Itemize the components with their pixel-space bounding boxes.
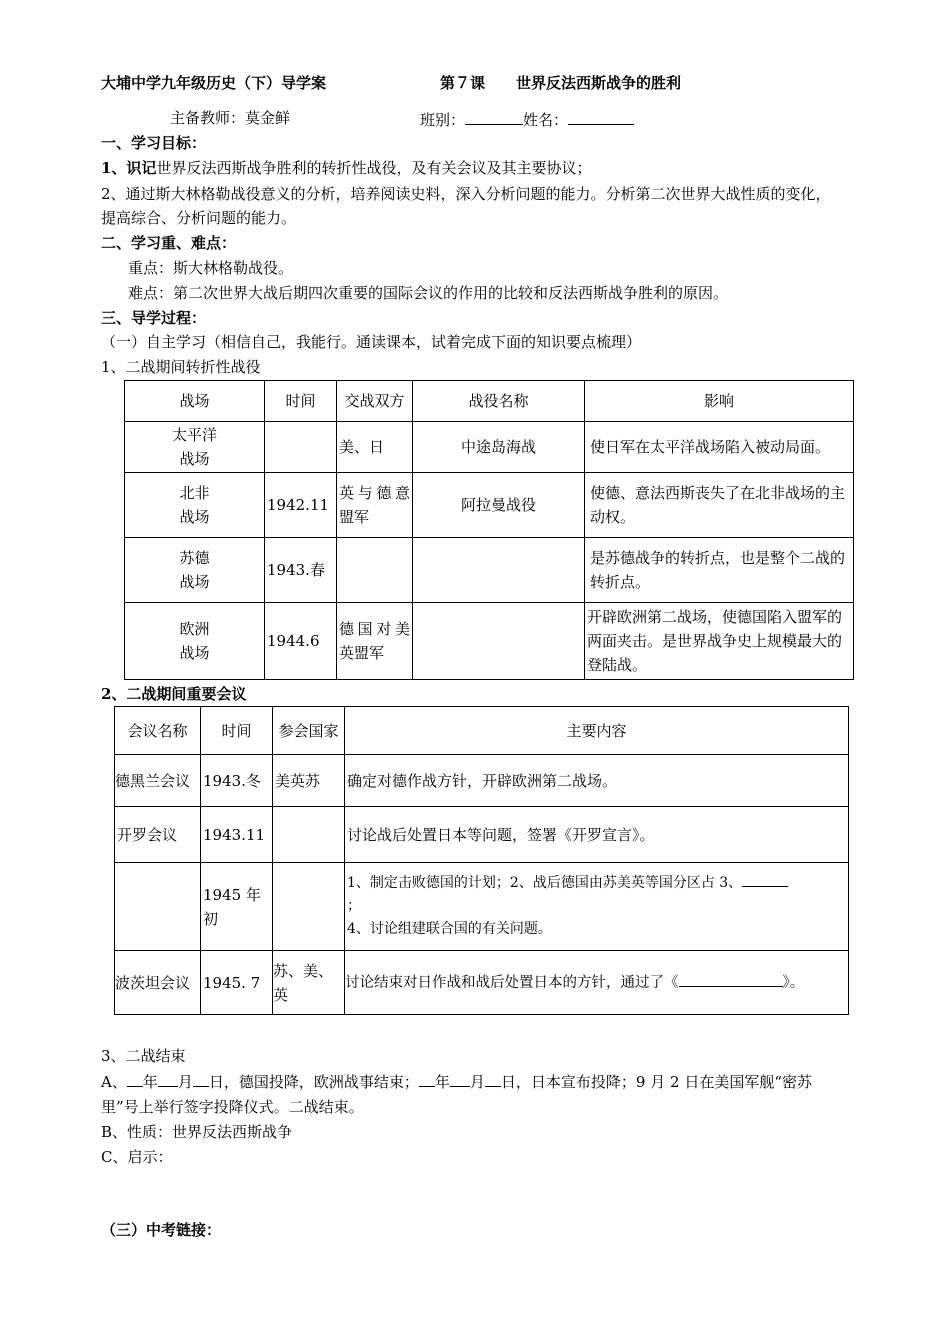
difficult-point: 难点：第二次世界大战后期四次重要的国际会议的作用的比较和反法西斯战争胜利的原因。	[128, 284, 729, 302]
battle-time-cell: 1944.6	[265, 603, 337, 680]
goal-item-1-bold: 1、识记	[101, 159, 157, 177]
school-title: 大埔中学九年级历史（下）导学案	[101, 74, 327, 92]
conf-countries-cell[interactable]	[273, 807, 345, 863]
table-row	[115, 863, 849, 951]
self-study-intro: （一）自主学习（相信自己，我能行。通读课本，试着完成下面的知识要点梳理）	[101, 333, 642, 351]
battle-field-cell: 苏德 战场	[125, 538, 265, 603]
goal-item-2-line-1: 2、通过斯大林格勒战役意义的分析，培养阅读史料，深入分析问题的能力。分析第二次世界大战性质的变化，	[101, 185, 831, 203]
class-name-row	[420, 108, 634, 130]
battle-impact-cell: 开辟欧洲第二战场，使德国陷入盟军的两面夹击。是世界战争史上规模最大的登陆战。	[585, 603, 854, 680]
table-row	[125, 603, 854, 680]
class-blank[interactable]	[465, 108, 523, 125]
date-blank[interactable]	[127, 1072, 143, 1087]
potsdam-blank[interactable]	[679, 972, 783, 987]
lesson-title: 世界反法西斯战争的胜利	[516, 74, 682, 92]
potsdam-content-a: 讨论结束对日作战和战后处置日本的方针，通过了《	[345, 974, 679, 991]
battle-time-cell[interactable]	[265, 422, 337, 473]
table-row	[125, 473, 854, 538]
lesson-number: 第７课	[440, 74, 486, 92]
goals-heading: 一、学习目标：	[101, 134, 207, 152]
date-blank[interactable]	[450, 1072, 470, 1087]
goal-item-1	[101, 158, 591, 178]
conferences-table	[114, 706, 849, 1015]
conf-countries-cell: 美英苏	[273, 755, 345, 807]
col-header-conf-time: 时间	[201, 707, 273, 755]
yalta-content-line-2: ；	[347, 898, 361, 914]
battle-name-cell[interactable]	[413, 538, 585, 603]
battle-field-cell: 太平洋 战场	[125, 422, 265, 473]
yalta-content-line-1: 1、制定击败德国的计划；2、战后德国由苏美英等国分区占 3、	[347, 875, 743, 891]
conf-time-cell: 1943.冬	[201, 755, 273, 807]
date-blank[interactable]	[158, 1072, 178, 1087]
table-row	[115, 951, 849, 1015]
battles-header-row	[125, 381, 854, 422]
battle-name-cell: 阿拉曼战役	[413, 473, 585, 538]
col-header-battle-name: 战役名称	[413, 381, 585, 422]
conf-time-cell: 1945 年初	[201, 863, 273, 951]
date-blank[interactable]	[419, 1072, 435, 1087]
key-point: 重点：斯大林格勒战役。	[128, 259, 294, 277]
battle-time-cell: 1943.春	[265, 538, 337, 603]
col-header-time: 时间	[265, 381, 337, 422]
conf-name-cell[interactable]	[115, 863, 201, 951]
battle-name-cell: 中途岛海战	[413, 422, 585, 473]
col-header-impact: 影响	[585, 381, 854, 422]
conf-name-cell: 德黑兰会议	[115, 755, 201, 807]
table-row	[115, 755, 849, 807]
conf-name-cell: 波茨坦会议	[115, 951, 201, 1015]
col-header-content: 主要内容	[345, 707, 849, 755]
name-blank[interactable]	[568, 108, 634, 125]
goal-item-2-line-2: 提高综合、分析问题的能力。	[101, 209, 297, 227]
potsdam-content-b: 》。	[782, 974, 805, 991]
battle-field-cell: 欧洲 战场	[125, 603, 265, 680]
conf-content-cell: 确定对德作战方针，开辟欧洲第二战场。	[345, 755, 849, 807]
keypoints-heading: 二、学习重、难点：	[101, 234, 237, 252]
war-end-line-a: A、 年 月 日，德国投降，欧洲战事结束； 年 月 日，日本宣布投降；9 月 2 日在美国军舰“密苏	[101, 1073, 812, 1091]
col-header-field: 战场	[125, 381, 265, 422]
conf-name-cell: 开罗会议	[115, 807, 201, 863]
table-row	[125, 538, 854, 603]
conf-time-cell: 1943.11	[201, 807, 273, 863]
conferences-header-row	[115, 707, 849, 755]
battle-impact-cell: 使日军在太平洋战场陷入被动局面。	[585, 422, 854, 473]
date-blank[interactable]	[193, 1072, 209, 1087]
yalta-blank[interactable]	[742, 872, 788, 887]
teacher-label: 主备教师：莫金鲜	[170, 109, 291, 127]
battle-sides-cell: 美、日	[337, 422, 413, 473]
war-lesson: C、启示：	[101, 1148, 173, 1166]
battle-field-cell: 北非 战场	[125, 473, 265, 538]
conf-content-cell	[345, 951, 849, 1015]
class-label: 班别：	[420, 111, 466, 129]
war-end-heading: 3、二战结束	[101, 1047, 186, 1065]
name-label: 姓名：	[523, 111, 569, 129]
yalta-content-line-3: 4、讨论组建联合国的有关问题。	[347, 921, 552, 937]
war-nature: B、性质：世界反法西斯战争	[101, 1123, 293, 1141]
exam-link-heading: （三）中考链接：	[101, 1221, 222, 1239]
table-row	[125, 422, 854, 473]
table-row	[115, 807, 849, 863]
process-heading: 三、导学过程：	[101, 309, 207, 327]
battle-sides-cell: 德国对美英盟军	[337, 603, 413, 680]
battle-sides-cell: 英与德意盟军	[337, 473, 413, 538]
battle-impact-cell: 是苏德战争的转折点，也是整个二战的转折点。	[585, 538, 854, 603]
date-blank[interactable]	[485, 1072, 501, 1087]
conf-content-cell	[345, 863, 849, 951]
conf-time-cell: 1945. 7	[201, 951, 273, 1015]
war-end-line-a-2: 里”号上举行签字投降仪式。二战结束。	[101, 1098, 364, 1116]
conf-content-cell: 讨论战后处置日本等问题，签署《开罗宣言》。	[345, 807, 849, 863]
col-header-conf-name: 会议名称	[115, 707, 201, 755]
goal-item-1-text: 世界反法西斯战争胜利的转折性战役，及有关会议及其主要协议；	[156, 159, 592, 177]
conf-countries-cell: 苏、美、英	[273, 951, 345, 1015]
col-header-countries: 参会国家	[273, 707, 345, 755]
col-header-sides: 交战双方	[337, 381, 413, 422]
battle-sides-cell[interactable]	[337, 538, 413, 603]
battle-name-cell[interactable]	[413, 603, 585, 680]
conf-countries-cell[interactable]	[273, 863, 345, 951]
battles-table	[124, 380, 854, 680]
battle-time-cell: 1942.11	[265, 473, 337, 538]
battle-impact-cell: 使德、意法西斯丧失了在北非战场的主动权。	[585, 473, 854, 538]
conferences-heading: 2、二战期间重要会议	[101, 685, 247, 703]
battles-heading: 1、二战期间转折性战役	[101, 358, 261, 376]
